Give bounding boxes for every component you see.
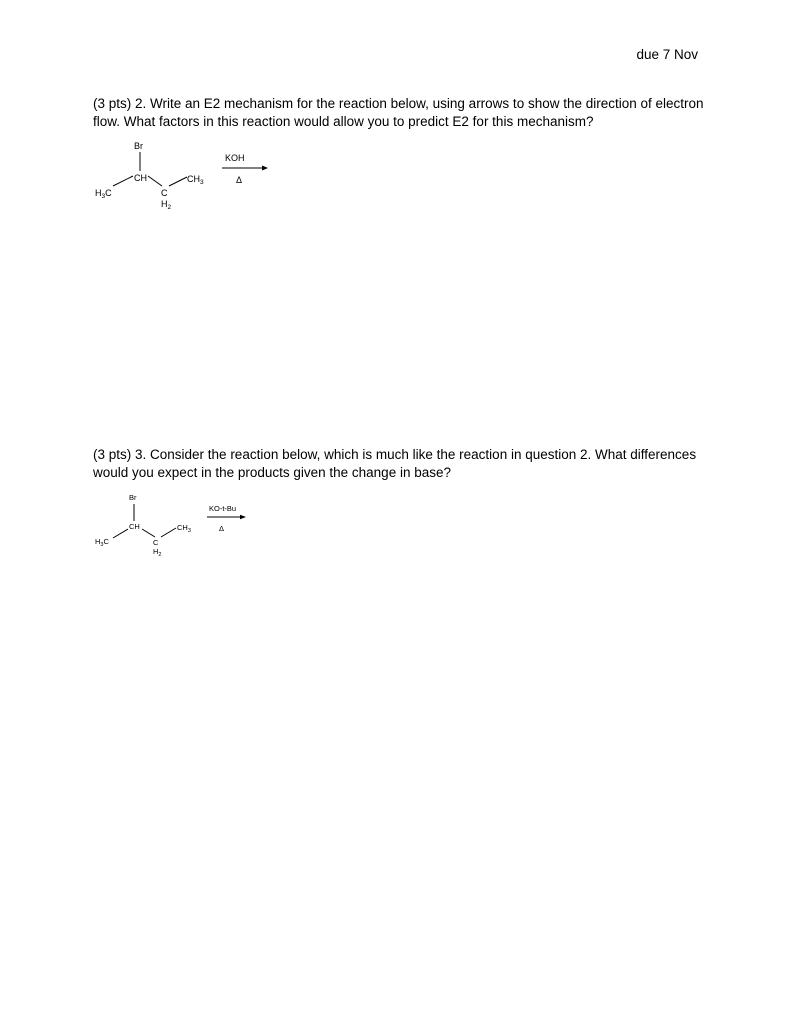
q3-bond-h3c-ch [113, 529, 128, 538]
q3-bond-ch-ch2 [142, 529, 155, 537]
q3-ch-label: CH [129, 522, 140, 531]
q2-c-label: C [161, 188, 168, 198]
q2-ch-label: CH [134, 173, 147, 183]
q3-h3c-label: $H_3C$ [95, 537, 109, 548]
q2-bond-ch-ch2 [148, 176, 162, 186]
q2-h2-label: $H_2$ [161, 199, 172, 211]
q2-reagent-label: KOH [225, 153, 245, 163]
q3-reagent-label: KO-t-Bu [209, 504, 237, 513]
q2-bond-ch2-ch3 [169, 177, 187, 186]
q3-h2-label: $H_2$ [153, 547, 162, 558]
q2-br-label: Br [134, 141, 143, 151]
q3-bond-ch2-ch3 [161, 528, 176, 537]
q2-ch3-label: $CH_3$ [187, 174, 204, 186]
q2-h3c-label: $H_3C$ [95, 188, 112, 200]
q3-c-label: C [153, 538, 159, 547]
q2-reaction-arrow-head [262, 166, 268, 171]
q3-heat-label: Δ [219, 524, 225, 533]
q3-ch3-label: $CH_3$ [177, 523, 191, 534]
q3-reaction-arrow-head [240, 515, 246, 519]
q2-bond-h3c-ch [113, 176, 133, 186]
q2-heat-label: Δ [236, 175, 243, 185]
q3-br-label: Br [129, 493, 137, 502]
due-date: due 7 Nov [636, 47, 698, 62]
question-2-text: (3 pts) 2. Write an E2 mechanism for the reaction below, using arrows to show the direction of electron flow. What factors in this reaction would allow you to predict E2 for this mechanism? [93, 96, 704, 129]
question-3-text: (3 pts) 3. Consider the reaction below, which is much like the reaction in question 2. What differences would you expect in the products given the change in base? [93, 447, 697, 480]
